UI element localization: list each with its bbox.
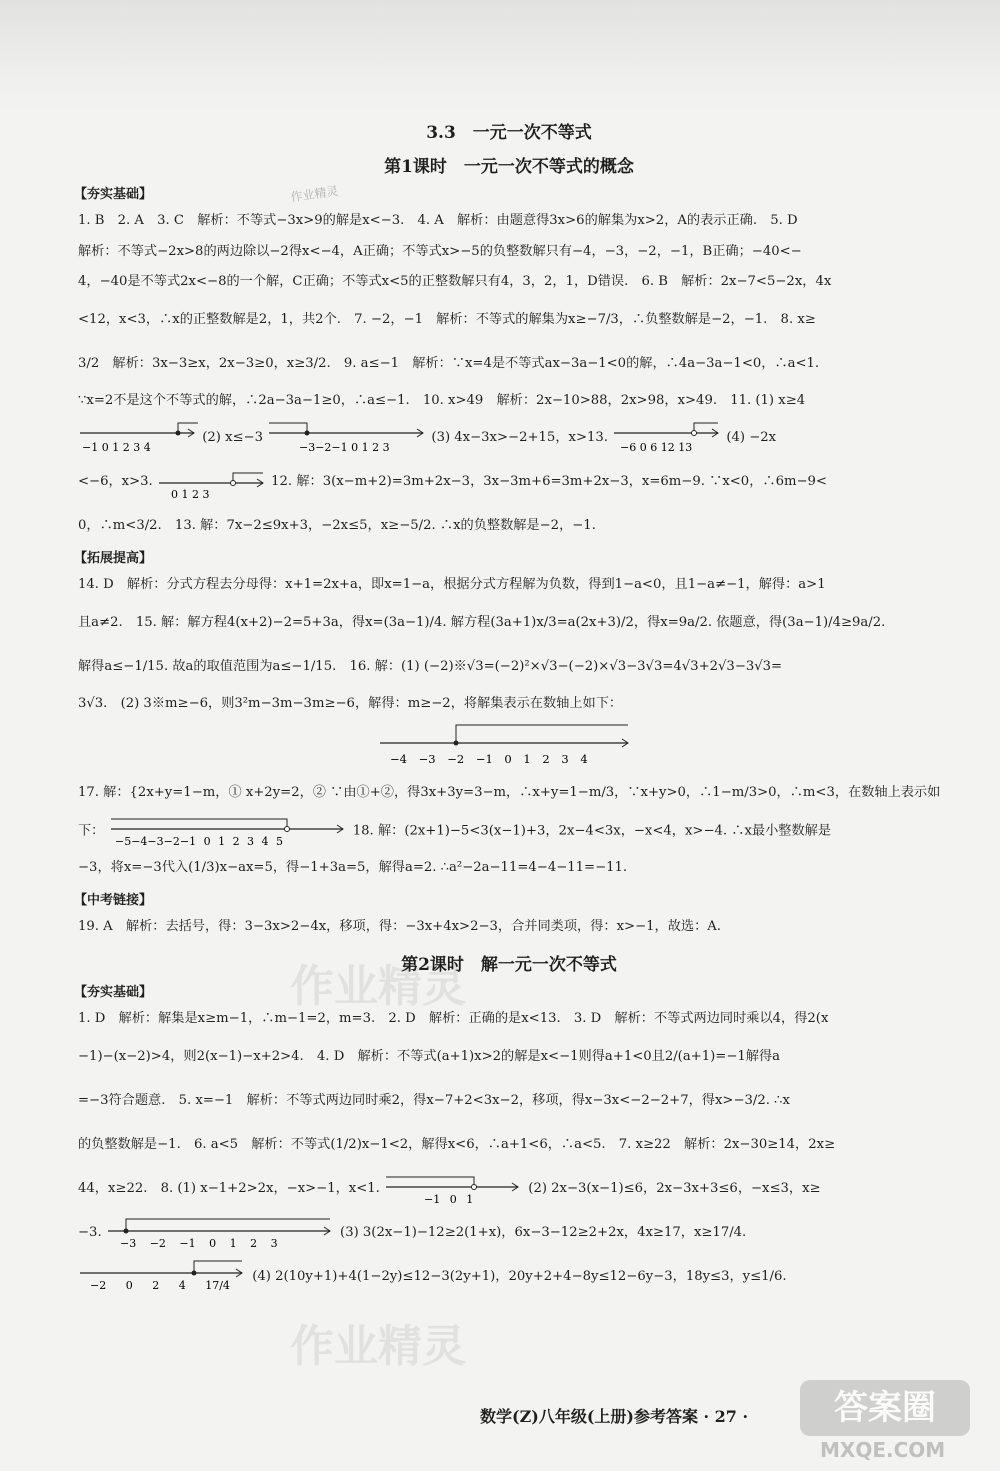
answer-text: 下： [78, 823, 105, 839]
number-line [106, 1215, 336, 1249]
answer-text: 18. 解：(2x+1)−5<3(x−1)+3，2x−4<3x，−x<4，x>−4. ∴x最小整数解是 [352, 823, 832, 839]
answer-line-q8b [78, 1211, 940, 1255]
number-line [157, 465, 267, 499]
number-line-labels: −1 0 1 [424, 1193, 474, 1205]
answer-line: 0，∴m<3/2. 13. 解：7x−2≤9x+3，−2x≤5，x≥−5/2. ∴x的负整数解是−2，−1. [78, 518, 596, 533]
answer-text: <−6，x>3. [78, 474, 153, 489]
number-line-labels: −1 0 1 2 3 4 [82, 440, 151, 454]
answer-line: 解得a≤−1/15. 故a的取值范围为a≤−1/15. 16. 解：(1) (−2)※√3=(−2)²×√3−(−2)×√3−3√3=4√3+2√3−3√3= [78, 658, 783, 674]
answer-line-q12 [78, 460, 940, 504]
number-line [612, 421, 722, 455]
answer-line: 4，−40是不等式2x<−8的一个解，C正确；不等式x<5的正整数解只有4，3，2，1，D错误. 6. B 解析：2x−7<5−2x，4x [78, 274, 832, 289]
answer-text: (2) x≤−3 [202, 430, 264, 445]
answer-line-q17b [78, 815, 940, 846]
answer-line: −3，将x=−3代入(1/3)x−ax=5，得−1+3a=5，解得a=2. ∴a²−2a−11=4−4−11=−11. [78, 859, 628, 875]
ghost-watermark: 作业精灵 [290, 961, 466, 1012]
number-line-labels: −4 −3 −2 −1 0 1 2 3 4 [390, 752, 588, 766]
answer-line: 解析：不等式−2x>8的两边除以−2得x<−4，A正确；不等式x>−5的负整数解只有−4，−3，−2，−1，B正确；−40<− [78, 243, 802, 259]
answer-page [74, 112, 940, 1299]
answer-line: ∵x=2不是这个不等式的解，∴2a−3a−1≥0，∴a≤−1. 10. x>49 解析：2x−10>88，2x>98，x>49. 11. (1) x≥4 [78, 392, 806, 408]
answer-text: (4) 2(10y+1)+4(1−2y)≤12−3(2y+1)，20y+2+4−8y≤12−6y−3，18y≤3，y≤1/6. [252, 1268, 787, 1284]
stamp-mark: 作业精灵 [289, 183, 340, 205]
answer-line: 1. D 解析：解集是x≥m−1，∴m−1=2，m=3. 2. D 解析：正确的是x<13. 3. D 解析：不等式两边同时乘以4，得2(x [78, 1011, 829, 1026]
number-line-labels: −3−2−1 0 1 2 3 [299, 440, 390, 454]
page-footer: 数学(Z)八年级(上册)参考答案 · 27 · [480, 1407, 749, 1426]
answer-text: (3) 4x−3x>−2+15，x>13. [431, 430, 608, 445]
answer-text: (2) 2x−3(x−1)≤6，2x−3x+3≤6，−x≤3，x≥ [528, 1180, 821, 1196]
answer-line: 3√3. (2) 3※m≥−6，则3²m−3m−3m≥−6，解得：m≥−2，将解集表示在数轴上如下： [78, 695, 623, 711]
number-line [267, 421, 427, 455]
number-line [384, 1171, 524, 1205]
scan-shadow [0, 0, 1000, 110]
watermark-url: MXQE.COM [820, 1438, 946, 1462]
answer-line: 17. 解：{2x+y=1−m，① x+2y=2，② ∵由①+②，得3x+3y=3−m，∴x+y=1−m/3，∵x+y>0，∴1−m/3>0，∴m<3，在数轴上表示如 [78, 785, 940, 800]
answer-line-q8c [78, 1255, 940, 1299]
answer-text: −3. [78, 1224, 102, 1240]
ghost-watermark: 作业精灵 [290, 1321, 466, 1372]
answer-line: 的负整数解是−1. 6. a<5 解析：不等式(1/2)x−1<2，解得x<6，∴a+1<6，∴a<5. 7. x≥22 解析：2x−30≥14，2x≥ [78, 1136, 836, 1152]
number-line-labels: 0 1 2 3 [170, 487, 210, 499]
number-line-labels: −6 0 6 12 13 [620, 440, 693, 454]
basic-tag: 【夯实基础】 [74, 985, 153, 1000]
basic-tag: 【夯实基础】 [74, 187, 153, 202]
answer-line: <12，x<3，∴x的正整数解是2，1，共2个. 7. −2，−1 解析：不等式的解集为x≥−7/3，∴负整数解是−2，−1. 8. x≥ [78, 311, 816, 327]
q16-number-line-row [78, 719, 940, 771]
answer-text: 44，x≥22. 8. (1) x−1+2>2x，−x>−1，x<1. [78, 1180, 380, 1196]
number-line-labels: −5−4−3−2−1 0 1 2 3 4 5 [114, 835, 283, 846]
answer-line: −1)−(x−2)>4，则2(x−1)−x+2>4. 4. D 解析：不等式(a+1)x>2的解是x<−1则得a+1<0且2/(a+1)=−1解得a [78, 1048, 780, 1064]
number-line [78, 421, 198, 455]
answer-line: =−3符合题意. 5. x=−1 解析：不等式两边同时乘2，得x−7+2<3x−2，移项，得x−3x<−2−2+7，得x>−3/2. ∴x [78, 1092, 790, 1108]
lesson-title: 第2课时 解一元一次不等式 [401, 955, 617, 975]
answer-line: 3/2 解析：3x−3≥x，2x−3≥0，x≥3/2. 9. a≤−1 解析：∵x=4是不等式ax−3a−1<0的解，∴4a−3a−1<0，∴a<1. [78, 355, 820, 371]
number-line [78, 1257, 248, 1295]
lesson-title: 第1课时 一元一次不等式的概念 [384, 157, 634, 177]
answer-line-q8a [78, 1167, 940, 1211]
answer-line-q11 [78, 416, 940, 460]
number-line [378, 719, 638, 769]
answer-text: (4) −2x [726, 430, 777, 445]
answer-line: 14. D 解析：分式方程去分母得：x+1=2x+a，即x=1−a，根据分式方程解为负数，得到1−a<0，且1−a≠−1，解得：a>1 [78, 577, 826, 592]
answer-line: 且a≠2. 15. 解：解方程4(x+2)−2=5+3a，得x=(3a−1)/4. 解方程(3a+1)x/3=a(2x+3)/2，得x=9a/2. 依题意，得(3a−1)/4≥9a/2. [78, 614, 886, 630]
exam-tag: 【中考链接】 [74, 892, 153, 908]
answer-text: 12. 解：3(x−m+2)=3m+2x−3，3x−3m+6=3m+2x−3，x=6m−9. ∵x<0，∴6m−9< [271, 474, 827, 489]
answer-line: 1. B 2. A 3. C 解析：不等式−3x>9的解是x<−3. 4. A 解析：由题意得3x>6的解集为x>2，A的表示正确. 5. D [78, 213, 798, 228]
number-line-labels: −3 −2 −1 0 1 2 3 [119, 1237, 278, 1249]
extend-tag: 【拓展提高】 [74, 551, 153, 566]
section-title: 3.3 一元一次不等式 [426, 123, 592, 143]
number-line-labels: −2 0 2 4 17/4 [90, 1279, 230, 1292]
number-line [109, 815, 349, 846]
answer-line: 19. A 解析：去括号，得：3−3x>2−4x，移项，得：−3x+4x>2−3，合并同类项，得：x>−1，故选：A. [78, 918, 721, 934]
answer-text: (3) 3(2x−1)−12≥2(1+x)，6x−3−12≥2+2x，4x≥17，x≥17/4. [340, 1224, 747, 1240]
watermark-logo: 答案圈 [800, 1380, 970, 1436]
